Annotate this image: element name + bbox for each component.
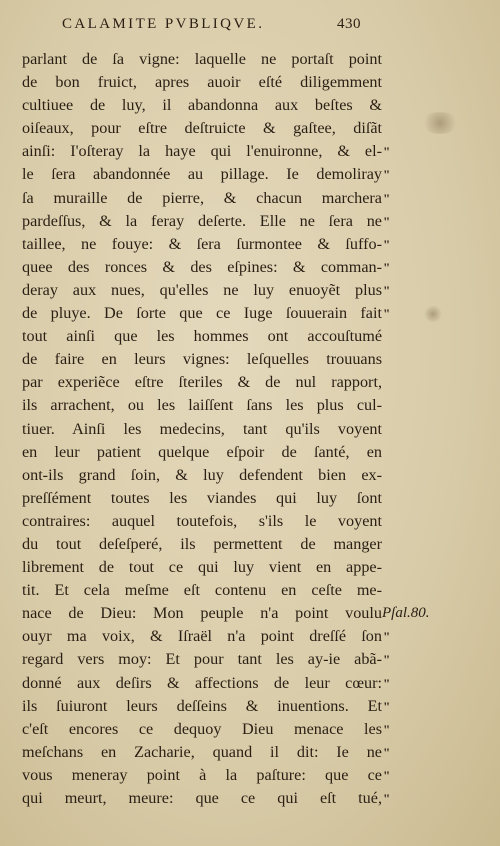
margin-slot <box>382 302 462 325</box>
text-line: nace de Dieu: Mon peuple n'a point voulu <box>22 604 382 623</box>
text-line: de bon fruict, apres auoir eſté diligemment <box>22 73 382 92</box>
page-number: 430 <box>337 16 361 32</box>
text-line: cultiuee de luy, il abandonna aux beſtes & <box>22 96 382 115</box>
margin-slot <box>382 394 462 417</box>
margin-slot <box>382 741 462 764</box>
text-line: ils arrachent, ou les laiſſent ſans les plus cul- <box>22 396 382 415</box>
margin-slot <box>382 210 462 233</box>
margin-slot <box>382 256 462 279</box>
margin-slot <box>382 325 462 348</box>
margin-slot <box>382 672 462 695</box>
margin-column <box>382 48 462 810</box>
margin-slot <box>382 187 462 210</box>
text-line: c'eſt encores ce dequoy Dieu menace les <box>22 719 382 738</box>
margin-slot <box>382 441 462 464</box>
text-line: tout ainſi que les hommes ont accouſtumé <box>22 327 382 346</box>
ink-blot <box>420 112 460 134</box>
quote-mark: " <box>383 259 391 275</box>
text-line: taillee, ne fouye: & ſera ſurmontee & ſuffo- <box>22 234 382 253</box>
text-line: pardeſſus, & la feray deſerte. Elle ne ſera ne <box>22 211 382 230</box>
text-line: ainſi: I'oſteray la haye qui l'enuironne, & el- <box>22 142 382 161</box>
text-line: tiuer. Ainſi les medecins, tant qu'ils voyent <box>22 419 382 438</box>
quote-mark: " <box>383 721 391 737</box>
text-line: oiſeaux, pour eſtre deſtruicte & gaſtee, diſãt <box>22 119 382 138</box>
margin-slot <box>382 579 462 602</box>
text-line: ouyr ma voix, & Iſraël n'a point dreſſé ſon <box>22 627 382 646</box>
margin-slot <box>382 625 462 648</box>
quote-mark: " <box>383 629 391 645</box>
text-line: de faire en leurs vignes: leſquelles trouuans <box>22 350 382 369</box>
text-line: tit. Et cela meſme eſt contenu en ceſte me- <box>22 581 382 600</box>
quote-mark: " <box>383 282 391 298</box>
ink-blot <box>424 305 442 323</box>
margin-slot <box>382 348 462 371</box>
text-line: meſchans en Zacharie, quand il dit: Ie ne <box>22 742 382 761</box>
margin-slot <box>382 371 462 394</box>
quote-mark: " <box>383 675 391 691</box>
margin-slot <box>382 695 462 718</box>
margin-slot <box>382 764 462 787</box>
quote-mark: " <box>383 167 391 183</box>
quote-mark: " <box>383 767 391 783</box>
margin-slot <box>382 718 462 741</box>
text-line: deray aux nues, qu'elles ne luy enuoyẽt plus <box>22 280 382 299</box>
text-line: contraires: auquel toutefois, s'ils le voyent <box>22 511 382 530</box>
text-line: ils ſuiuront leurs deſſeins & inuentions. Et <box>22 696 382 715</box>
text-line: le ſera abandonnée au pillage. Ie demoliray <box>22 165 382 184</box>
running-header <box>52 16 382 38</box>
margin-slot <box>382 418 462 441</box>
text-line: regard vers moy: Et pour tant les ay-ie abã- <box>22 650 382 669</box>
margin-slot <box>382 48 462 71</box>
margin-slot <box>382 140 462 163</box>
quote-mark: " <box>383 744 391 760</box>
text-line: ſa muraille de pierre, & chacun marchera <box>22 188 382 207</box>
quote-mark: " <box>383 791 391 806</box>
margin-slot <box>382 163 462 186</box>
margin-slot <box>382 487 462 510</box>
quote-mark: " <box>383 236 391 252</box>
text-line: quee des ronces & des eſpines: & comman- <box>22 257 382 276</box>
running-title: CALAMITE PVBLIQVE. <box>62 16 265 32</box>
margin-slot <box>382 602 462 625</box>
margin-slot <box>382 533 462 556</box>
quote-mark: " <box>383 190 391 206</box>
text-line: par experiẽce eſtre ſteriles & de nul rapport, <box>22 373 382 392</box>
margin-slot <box>382 648 462 671</box>
text-line: vous meneray point à la paſture: que ce <box>22 765 382 784</box>
text-line: preſſément toutes les viandes qui luy ſont <box>22 488 382 507</box>
margin-slot <box>382 510 462 533</box>
text-line: donné aux deſirs & affections de leur cœur: <box>22 673 382 692</box>
text-line: de pluye. De ſorte que ce Iuge ſouuerain fait <box>22 304 382 323</box>
body-text <box>22 48 382 810</box>
text-line: ont-ils grand ſoin, & luy defendent bien ex- <box>22 465 382 484</box>
margin-reference: Pſal.80. <box>382 605 430 622</box>
quote-mark: " <box>383 306 391 322</box>
margin-slot <box>382 71 462 94</box>
text-line: du tout deſeſperé, ils permettent de manger <box>22 534 382 553</box>
margin-slot <box>382 279 462 302</box>
quote-mark: " <box>383 698 391 714</box>
margin-slot <box>382 233 462 256</box>
text-line: en leur patient quelque eſpoir de ſanté, en <box>22 442 382 461</box>
text-line: parlant de ſa vigne: laquelle ne portaſt point <box>22 50 382 68</box>
quote-mark: " <box>383 652 391 668</box>
quote-mark: " <box>383 213 391 229</box>
margin-slot <box>382 556 462 579</box>
quote-mark: " <box>383 144 391 160</box>
margin-slot <box>382 464 462 487</box>
text-line: librement de tout ce qui luy vient en appe- <box>22 558 382 577</box>
text-line: qui meurt, meure: que ce qui eſt tué, <box>22 789 382 807</box>
margin-slot <box>382 787 462 810</box>
